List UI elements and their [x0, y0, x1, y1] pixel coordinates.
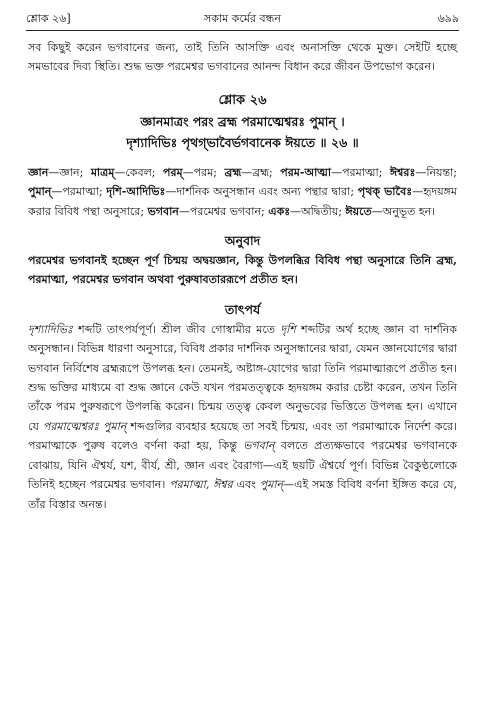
header-verse-ref: শ্লোক ২৬]	[26, 11, 71, 25]
purport-text: এবং	[232, 478, 260, 492]
synonym-dash: —	[331, 165, 343, 179]
header-page-number: ৬৯৯	[437, 11, 459, 25]
synonym-word: দৃশি-আদিভিঃ	[106, 185, 166, 199]
verse-line-1: জ্ঞানমাত্রং পরং ব্রহ্ম পরমাত্মেশ্বরঃ পুমান্ ।	[140, 113, 345, 129]
purport-term: পরমাত্মেশ্বরঃ পুমান্	[42, 419, 127, 433]
synonym-meaning: জ্ঞান;	[59, 165, 91, 179]
synonym-word: জ্ঞান	[28, 165, 49, 179]
synonym-dash: —	[241, 165, 253, 179]
synonym-meaning: অনুভূত হন।	[382, 204, 436, 218]
purport-paragraph	[28, 320, 457, 514]
purport-text: শব্দগুলির ব্যবহার হয়েছে তা সবই চিন্ময়, এবং তা পরমাত্মাকে নির্দেশ করে। পরমাত্মাকে পুরুষ বলেও বর্ণনা করা হয়, কিন্তু	[28, 419, 457, 453]
header-chapter-title: সকাম কর্মের বন্ধন	[204, 11, 281, 25]
synonym-word: ব্রহ্ম	[224, 165, 242, 179]
page-header	[26, 10, 459, 28]
synonym-word: পৃথক্ ভাবৈঃ	[357, 185, 413, 199]
synonym-meaning: নিয়ন্তা;	[426, 165, 457, 179]
synonym-word: ঈয়তে	[345, 204, 372, 218]
synonym-meaning: দার্শনিক অনুসন্ধান এবং অন্য পন্থার দ্বারা;	[176, 185, 358, 199]
purport-text: শব্দটির অর্থ হচ্ছে জ্ঞান বা দার্শনিক অনুসন্ধান। বিভিন্ন ধারণা অনুসারে, বিবিধ প্রকার দার্শনিক অনুসন্ধানের দ্বারা, যেমন জ্ঞানযোগের দ্বারা ভগবান নির্বিশেষ ব্রহ্মরূপে উপলব্ধ হন। তেমনই, অষ্টাঙ্গ-যোগের দ্বারা তিনি পরমাত্মারূপে প্রতীত হন। শুদ্ধ ভক্তির মাধ্যমে বা শুদ্ধ জ্ঞানে কেউ যখন পরমতত্ত্বকে হৃদয়ঙ্গম করার চেষ্টা করেন, তখন তিনি তাঁকে পরম পুরুষরূপে উপলব্ধি করেন। চিন্ময় তত্ত্ব কেবল অনুভবের ভিত্তিতে উপলব্ধ হন। এখানে যে	[28, 322, 457, 433]
purport-term: দৃশ্যাদিভিঃ	[28, 322, 73, 336]
synonym-meaning: হৃদয়ঙ্গম করার বিবিধ পন্থা অনুসারে;	[28, 185, 457, 218]
purport-term: পরমাত্মা, ঈশ্বর	[169, 478, 233, 492]
purport-term: দৃশি	[280, 322, 296, 336]
page-content	[28, 36, 457, 514]
synonym-dash: —	[165, 185, 177, 199]
synonym-dash: —	[371, 204, 383, 218]
intro-paragraph: সব কিছুই করেন ভগবানের জন্য, তাই তিনি আসক্তি এবং অনাসক্তি থেকে মুক্ত। সেইটি হচ্ছে সমভাবের দিব্য স্থিতি। শুদ্ধ ভক্ত পরমেশ্বর ভগবানের আনন্দ বিধান করে জীবন উপভোগ করেন।	[28, 41, 457, 74]
purport-text: —এই সমস্ত বিবিধ বর্ণনা ইঙ্গিত করে যে, তাঁর বিস্তার অনন্ত।	[28, 478, 458, 511]
purport-term: পুমান্	[259, 478, 284, 492]
synonym-dash: —	[178, 204, 190, 218]
synonym-meaning: পরমাত্মা;	[62, 185, 107, 199]
synonym-meaning: পরম;	[193, 165, 225, 179]
synonym-dash: —	[412, 185, 424, 199]
synonym-word: একঃ	[268, 204, 291, 218]
translation-title: অনুবাদ	[224, 233, 261, 249]
synonym-meaning: পরমাত্মা;	[342, 165, 390, 179]
synonym-word: পরম্	[163, 165, 183, 179]
header-rule	[26, 30, 459, 31]
synonym-meaning: পরমেশ্বর ভগবান;	[189, 204, 269, 218]
synonym-word: পরম-আত্মা	[280, 165, 332, 179]
synonym-meaning: ব্রহ্ম;	[252, 165, 281, 179]
purport-text: বলতে প্রত্যক্ষভাবে পরমেশ্বর ভগবানকে বোঝায়, যিনি ঐশ্বর্য, যশ, বীর্য, শ্রী, জ্ঞান এবং বৈরাগ্য—এই ছয়টি ঐশ্বর্যে পূর্ণ। বিভিন্ন বৈকুণ্ঠলোকে তিনিই হচ্ছেন পরমেশ্বর ভগবান।	[28, 439, 457, 492]
synonym-word: ঈশ্বরঃ	[389, 165, 416, 179]
synonym-dash: —	[290, 204, 302, 218]
purport-title: তাৎপর্য	[224, 301, 261, 317]
synonym-dash: —	[114, 165, 126, 179]
synonym-word: ভগবান	[147, 204, 179, 218]
synonyms-paragraph	[28, 163, 457, 221]
synonym-meaning: কেবল;	[125, 165, 164, 179]
translation-paragraph: পরমেশ্বর ভগবানই হচ্ছেন পূর্ণ চিন্ময় অদ্বয়জ্ঞান, কিন্তু উপলব্ধির বিবিধ পন্থা অনুসারে তিনি ব্রহ্ম, পরমাত্মা, পরমেশ্বর ভগবান অথবা পুরুষাবতাররূপে প্রতীত হন।	[28, 254, 457, 287]
verse-line-2: দৃশ্যাদিভিঃ পৃথগ্‌ভাবৈর্ভগবানেক ঈয়তে ॥ ২৬ ॥	[126, 134, 359, 150]
synonym-dash: —	[182, 165, 194, 179]
sloka-heading: শ্লোক ২৬	[218, 92, 267, 108]
synonym-word: মাত্রম্	[90, 165, 115, 179]
synonym-dash: —	[51, 185, 63, 199]
purport-text: শব্দটি তাৎপর্যপূর্ণ। শ্রীল জীব গোস্বামীর মতে	[72, 322, 281, 336]
synonym-dash: —	[48, 165, 60, 179]
synonym-word: পুমান্	[28, 185, 52, 199]
synonym-meaning: অদ্বিতীয়;	[301, 204, 346, 218]
purport-term: ভগবান্	[243, 439, 275, 453]
synonym-dash: —	[415, 165, 427, 179]
